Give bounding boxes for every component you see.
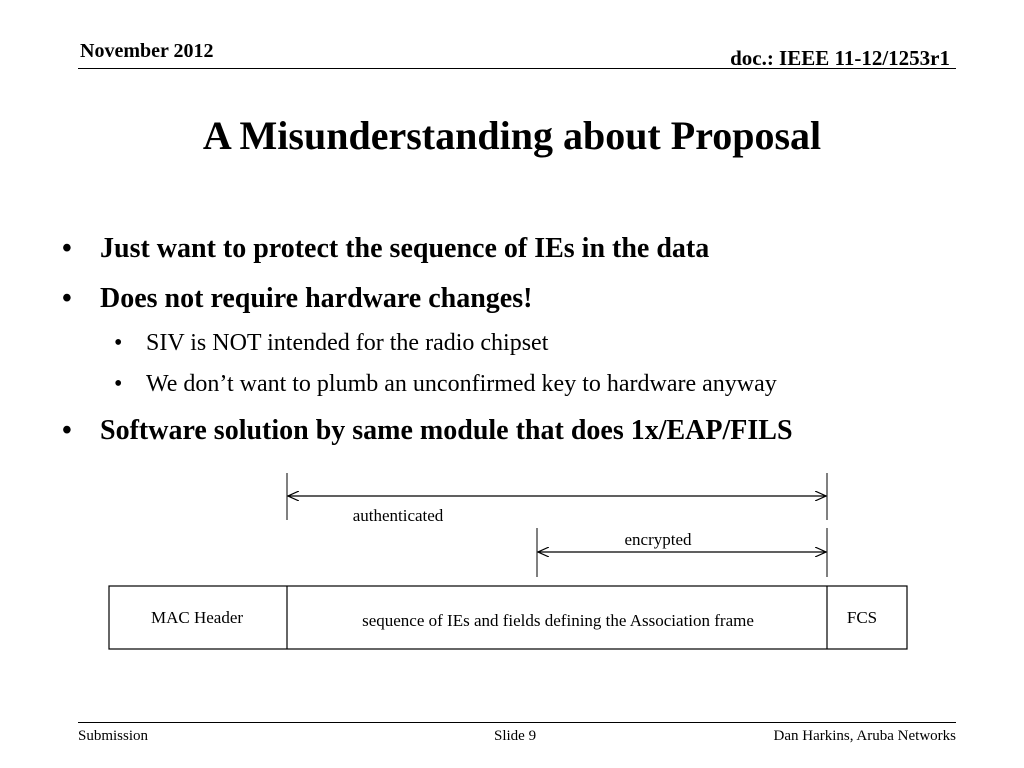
bullet-text: Just want to protect the sequence of IEs in the data (100, 233, 710, 264)
bullet-text: SIV is NOT intended for the radio chipset (146, 330, 549, 356)
slide-title: A Misunderstanding about Proposal (202, 113, 822, 158)
encrypted-label: encrypted (624, 530, 692, 549)
bullet-text: We don’t want to plumb an unconfirmed key to hardware anyway (146, 371, 777, 397)
bullet-text: Does not require hardware changes! (100, 283, 533, 314)
bullet-text: Software solution by same module that does 1x/EAP/FILS (100, 415, 793, 446)
header-doc-id: doc.: IEEE 11-12/1253r1 (730, 46, 950, 70)
header-date: November 2012 (80, 40, 214, 62)
footer-slide-number: Slide 9 (494, 728, 537, 744)
bullet-glyph: • (114, 371, 123, 397)
frame-field-fcs: FCS (846, 608, 878, 627)
footer-author: Dan Harkins, Aruba Networks (773, 728, 956, 744)
bullet-glyph: • (62, 283, 72, 314)
footer-divider (78, 722, 956, 723)
authenticated-label: authenticated (352, 506, 444, 525)
frame-field-mac-header: MAC Header (150, 608, 244, 627)
frame-field-ie-sequence: sequence of IEs and fields defining the Association frame (362, 611, 754, 630)
bullet-glyph: • (114, 330, 123, 356)
bullet-glyph: • (62, 233, 72, 264)
bullet-glyph: • (62, 415, 72, 446)
footer-submission: Submission (78, 728, 149, 744)
